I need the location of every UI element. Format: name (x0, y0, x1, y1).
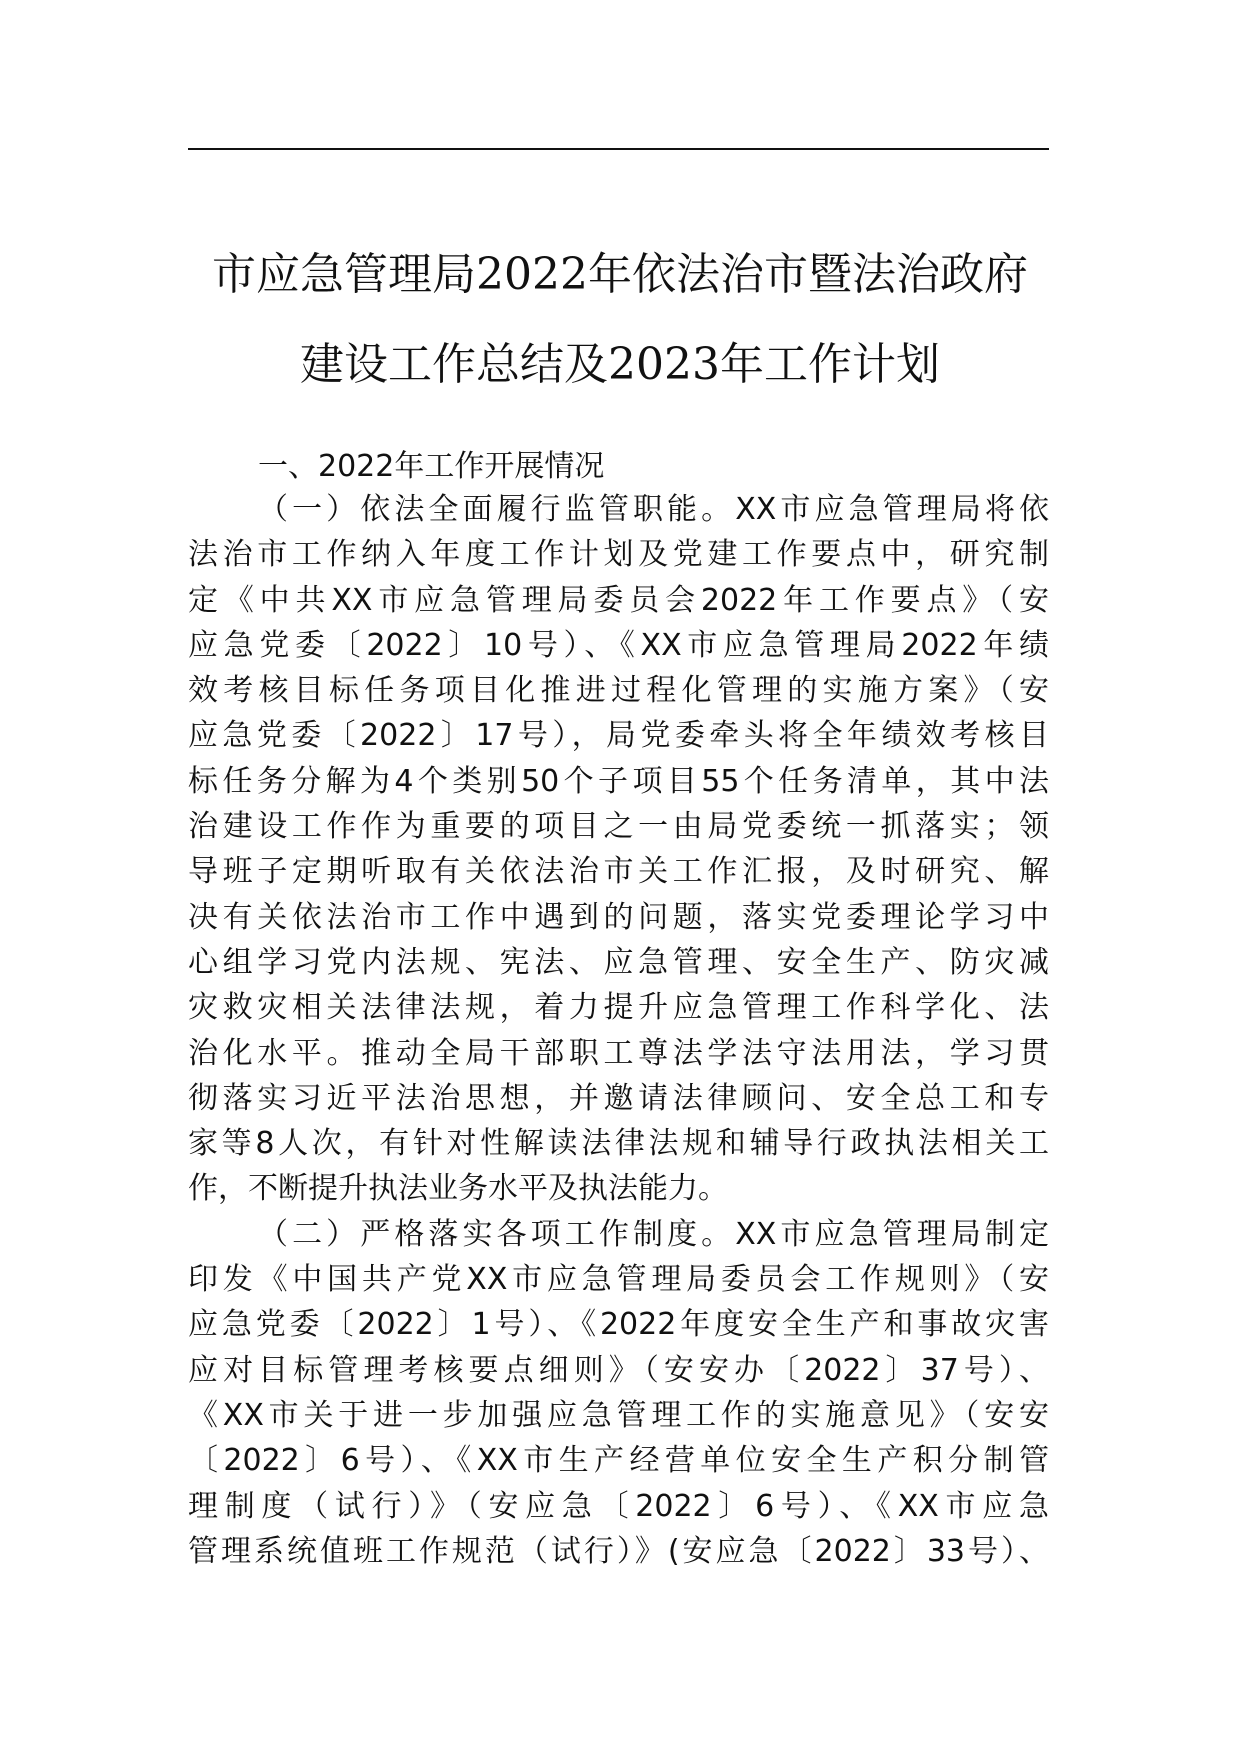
section-heading: 一、2022年工作开展情况 (258, 449, 605, 484)
document-title-line-1: 市应急管理局2022年依法治市暨法治政府 (212, 249, 1028, 300)
document-title-line-2: 建设工作总结及2023年工作计划 (300, 339, 940, 390)
paragraph-1-line: 灾救灾相关法律法规，着力提升应急管理工作科学化、法 (188, 990, 1049, 1026)
body-text (188, 487, 1049, 1574)
paragraph-1-line: 效考核目标任务项目化推进过程化管理的实施方案》（安 (188, 673, 1049, 709)
paragraph-2-line: 应急党委〔2022〕1号）、《2022年度安全生产和事故灾害 (188, 1307, 1049, 1343)
paragraph-1-line: 治建设工作作为重要的项目之一由局党委统一抓落实；领 (188, 809, 1049, 845)
paragraph-2-line: 〔2022〕6号）、《XX市生产经营单位安全生产积分制管 (188, 1443, 1049, 1479)
paragraph-2-line: 《XX市关于进一步加强应急管理工作的实施意见》（安安 (188, 1397, 1049, 1433)
paragraph-1-line: 应急党委〔2022〕17号），局党委牵头将全年绩效考核目 (188, 718, 1049, 754)
paragraph-1-line: （一）依法全面履行监管职能。XX市应急管理局将依 (258, 492, 1049, 527)
paragraph-1-line: 家等8人次，有针对性解读法律法规和辅导行政执法相关工 (188, 1126, 1049, 1162)
paragraph-1-line: 导班子定期听取有关依法治市关工作汇报，及时研究、解 (188, 854, 1049, 890)
paragraph-1-line: 心组学习党内法规、宪法、应急管理、安全生产、防灾减 (188, 944, 1049, 980)
paragraph-2-line: （二）严格落实各项工作制度。XX市应急管理局制定 (258, 1216, 1049, 1252)
paragraph-1-line: 标任务分解为4个类别50个子项目55个任务清单，其中法 (188, 763, 1049, 799)
paragraph-2-line: 理制度（试行）》（安应急〔2022〕6号）、《XX市应急 (188, 1488, 1049, 1524)
paragraph-1-line: 治化水平。推动全局干部职工尊法学法守法用法，学习贯 (188, 1035, 1049, 1071)
paragraph-2-line: 应对目标管理考核要点细则》（安安办〔2022〕37号）、 (188, 1352, 1049, 1388)
paragraph-1-line: 决有关依法治市工作中遇到的问题，落实党委理论学习中 (188, 899, 1049, 935)
paragraph-1-line: 应急党委〔2022〕10号）、《XX市应急管理局2022年绩 (188, 627, 1049, 663)
paragraph-1-line: 法治市工作纳入年度工作计划及党建工作要点中，研究制 (188, 537, 1049, 573)
paragraph-2-line: 印发《中国共产党XX市应急管理局委员会工作规则》（安 (188, 1262, 1049, 1298)
paragraph-1-line: 作，不断提升执法业务水平及执法能力。 (188, 1171, 728, 1207)
paragraph-1-line: 彻落实习近平法治思想，并邀请法律顾问、安全总工和专 (188, 1080, 1049, 1116)
header-rule (188, 148, 1049, 150)
paragraph-1-line: 定《中共XX市应急管理局委员会2022年工作要点》（安 (188, 582, 1049, 618)
paragraph-2-line: 管理系统值班工作规范（试行）》(安应急〔2022〕33号）、 (188, 1533, 1049, 1569)
